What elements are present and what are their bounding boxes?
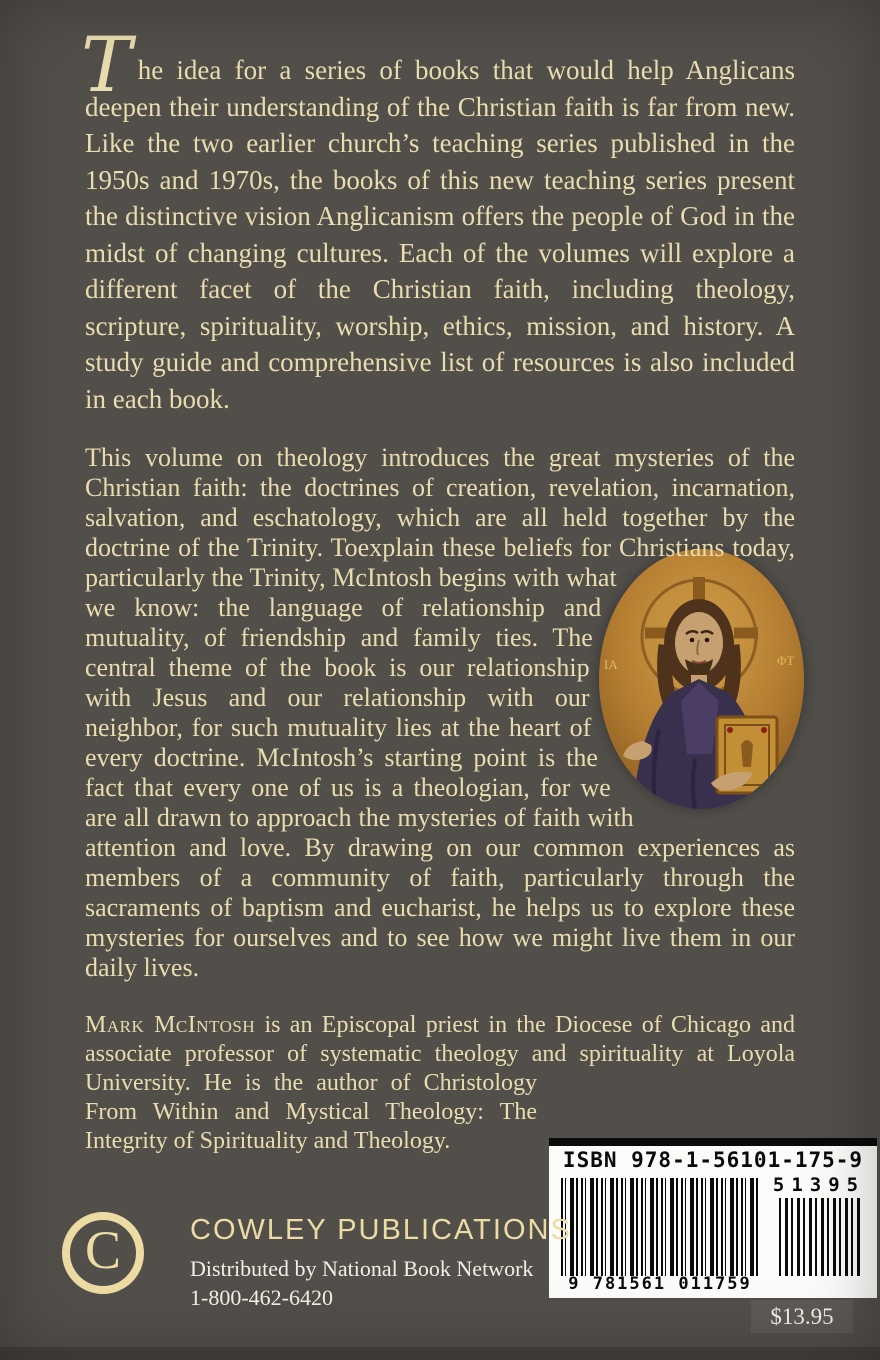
author-name: Mark McIntosh <box>85 1012 256 1038</box>
volume-description-paragraph <box>85 443 795 983</box>
publisher-phone: 1-800-462-6420 <box>190 1285 333 1310</box>
volume-description-after-image: explain these beliefs for Christians today, particularly the Trinity, McIntosh begins with what we know: the language of relationship and mutuality, of friendship and family ties. The central theme of the book is our relationship with Jesus and our relationship with our neighbor, for such mutuality lies at the heart of every doctrine. McIntosh’s starting point is the fact that every one of us is a theologian, for we are all drawn to approach the mysteries of faith with attention and love. By drawing on our common experiences as members of a community of faith, particularly through the sacraments of baptism and eucharist, he helps us to explore these mysteries for ourselves and to see how we might live them in our daily lives. <box>85 533 796 982</box>
price-addon-digits: 51395 <box>772 1174 866 1196</box>
cowley-logo-letter: C <box>84 1220 122 1280</box>
ean-barcode-digits: 9 781561 011759 <box>568 1274 752 1294</box>
publisher-block <box>62 1206 572 1311</box>
author-bio-text-2: Loyola University. He is the author of Christology From Within and Mystical Theology: The Integrity of Spirituality and Theology. <box>85 1041 796 1154</box>
ean-barcode-bars <box>561 1178 759 1276</box>
cowley-logo-icon <box>62 1212 144 1294</box>
volume-description-before-image: This volume on theology introduces the great mysteries of the Christian faith: the doctrines of creation, revelation, incarnation, salvation, and eschatology, which are all held together by the doctrine of the Trinity. To <box>85 443 795 562</box>
cover-text-column <box>81 20 796 1201</box>
mosaic-inscription-left: IA <box>604 657 618 672</box>
mosaic-inscription-right: ΦT <box>777 653 795 668</box>
distribution-line: Distributed by National Book Network <box>190 1256 534 1281</box>
author-bio-paragraph <box>85 1011 795 1156</box>
publisher-text <box>190 1206 572 1311</box>
isbn-label: ISBN 978-1-56101-175-9 <box>562 1148 864 1172</box>
barcode-top-rule <box>549 1138 877 1146</box>
barcode-block <box>549 1138 877 1298</box>
series-intro-text: he idea for a series of books that would help Anglicans deepen their understanding of the Christian faith is far from new. Like the two earlier church’s teaching series published in the 1950s and 1970s, the books of this new teaching series present the distinctive vision Anglicanism offers the people of God in the midst of changing cultures. Each of the volumes will explore a different facet of the Christian faith, including theology, scripture, spirituality, worship, ethics, mission, and history. A study guide and comprehensive list of resources is also included in each book. <box>85 55 795 414</box>
price-label: $13.95 <box>751 1300 853 1333</box>
publisher-name: COWLEY PUBLICATIONS <box>190 1214 572 1246</box>
price-addon-bars <box>779 1198 863 1276</box>
christ-float <box>585 533 807 825</box>
cover-bottom-edge <box>0 1347 880 1360</box>
series-intro-paragraph: The idea for a series of books that would help Anglicans deepen their understanding of the Christian faith is far from new. Like the two earlier church’s teaching series published in the 1950s and 1970s, the books of this new teaching series present the distinctive vision Anglicanism offers the people of God in the midst of changing cultures. Each of the volumes will explore a different facet of the Christian faith, including theology, scripture, spirituality, worship, ethics, mission, and history. A study guide and comprehensive list of resources is also included in each book. <box>81 20 795 414</box>
author-bio-text-1: is an Episcopal priest in the Diocese of Chicago and associate professor of systematic theology and spirituality at <box>85 1012 796 1067</box>
christ-pantocrator-mosaic-image <box>599 549 804 809</box>
